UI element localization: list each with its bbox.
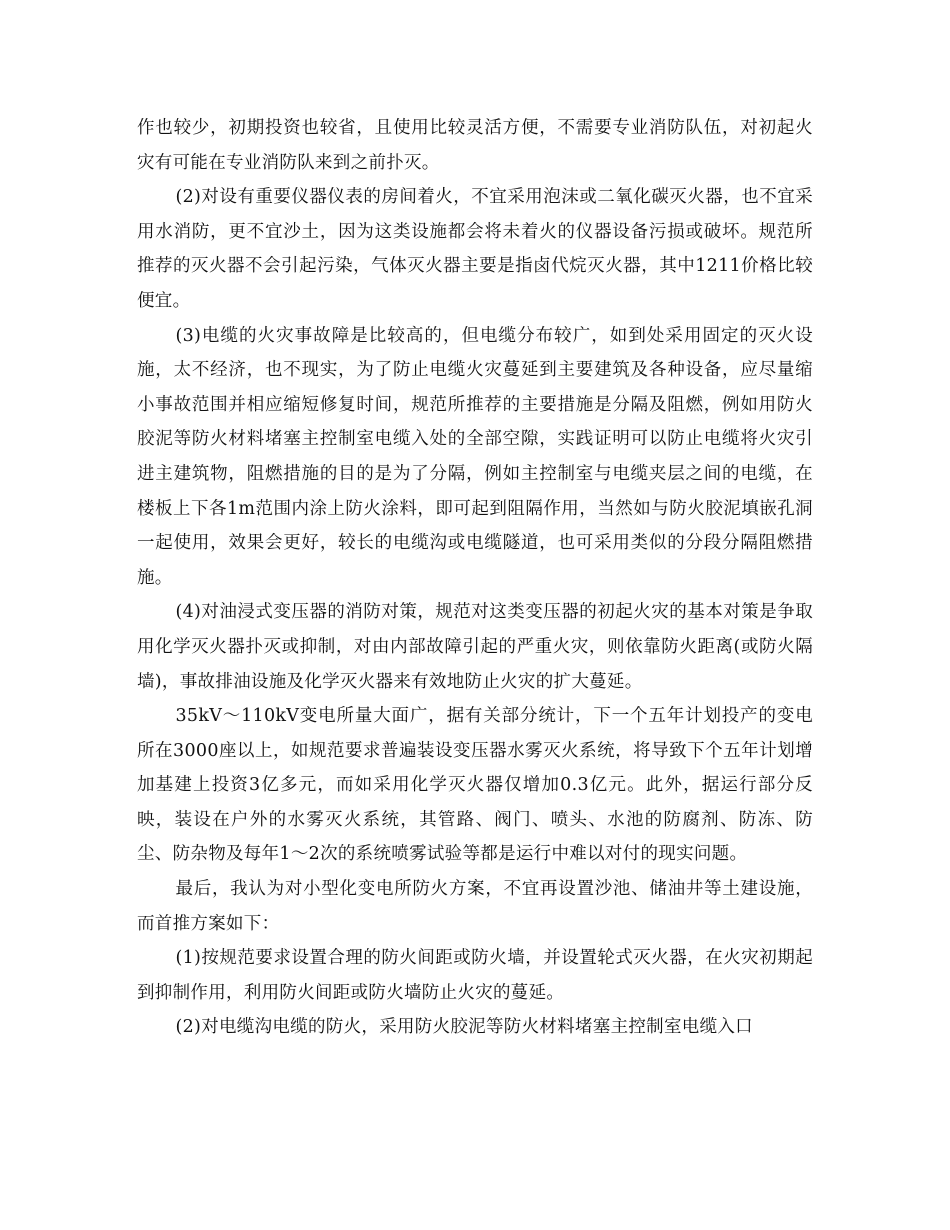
paragraph-substation-cost: 35kV～110kV变电所量大面广，据有关部分统计，下一个五年计划投产的变电所在3000座以上，如规范要求普遍装设变压器水雾灭火系统，将导致下个五年计划增加基建上投资3亿多元，而如采用化学灭火器仅增加0.3亿元。此外，据运行部分反映，装设在户外的水雾灭火系统，其管路、阀门、喷头、水池的防腐剂、防冻、防尘、防杂物及每年1～2次的系统喷雾试验等都是运行中难以对付的现实问题。 [137,706,813,865]
paragraph-instrument-room: (2)对设有重要仪器仪表的房间着火，不宜采用泡沫或二氧化碳灭火器，也不宜采用水消防，更不宜沙土，因为这类设施都会将未着火的仪器设备污损或破坏。规范所推荐的灭火器不会引起污染，气体灭火器主要是指卤代烷灭火器，其中1211价格比较便宜。 [137,187,813,311]
paragraph-scheme-1: (1)按规范要求设置合理的防火间距或防火墙，并设置轮式灭火器，在火灾初期起到抑制作用，利用防火间距或防火墙防止火灾的蔓延。 [137,948,813,1003]
paragraph-scheme-2: (2)对电缆沟电缆的防火，采用防火胶泥等防火材料堵塞主控制室电缆入口 [175,1017,753,1038]
paragraph-oil-transformer: (4)对油浸式变压器的消防对策，规范对这类变压器的初起火灾的基本对策是争取用化学灭火器扑灭或抑制，对由内部故障引起的严重火灾，则依靠防火距离(或防火隔墙)，事故排油设施及化学灭火器来有效地防止火灾的扩大蔓延。 [137,602,813,692]
paragraph-cable-fire: (3)电缆的火灾事故障是比较高的，但电缆分布较广，如到处采用固定的灭火设施，太不经济，也不现实，为了防止电缆火灾蔓延到主要建筑及各种设备，应尽量缩小事故范围并相应缩短修复时间，规范所推荐的主要措施是分隔及阻燃，例如用防火胶泥等防火材料堵塞主控制室电缆入处的全部空隙，实践证明可以防止电缆将火灾引进主建筑物，阻燃措施的目的是为了分隔，例如主控制室与电缆夹层之间的电缆，在楼板上下各1m范围内涂上防火涂料，即可起到阻隔作用，当然如与防火胶泥填嵌孔洞一起使用，效果会更好，较长的电缆沟或电缆隧道，也可采用类似的分段分隔阻燃措施。 [137,325,813,588]
paragraph-continuation: 作也较少，初期投资也较省，且使用比较灵活方便，不需要专业消防队伍，对初起火灾有可能在专业消防队来到之前扑灭。 [137,118,813,173]
document-body [137,111,813,1045]
paragraph-conclusion: 最后，我认为对小型化变电所防火方案，不宜再设置沙池、储油井等土建设施，而首推方案如下： [137,879,813,934]
